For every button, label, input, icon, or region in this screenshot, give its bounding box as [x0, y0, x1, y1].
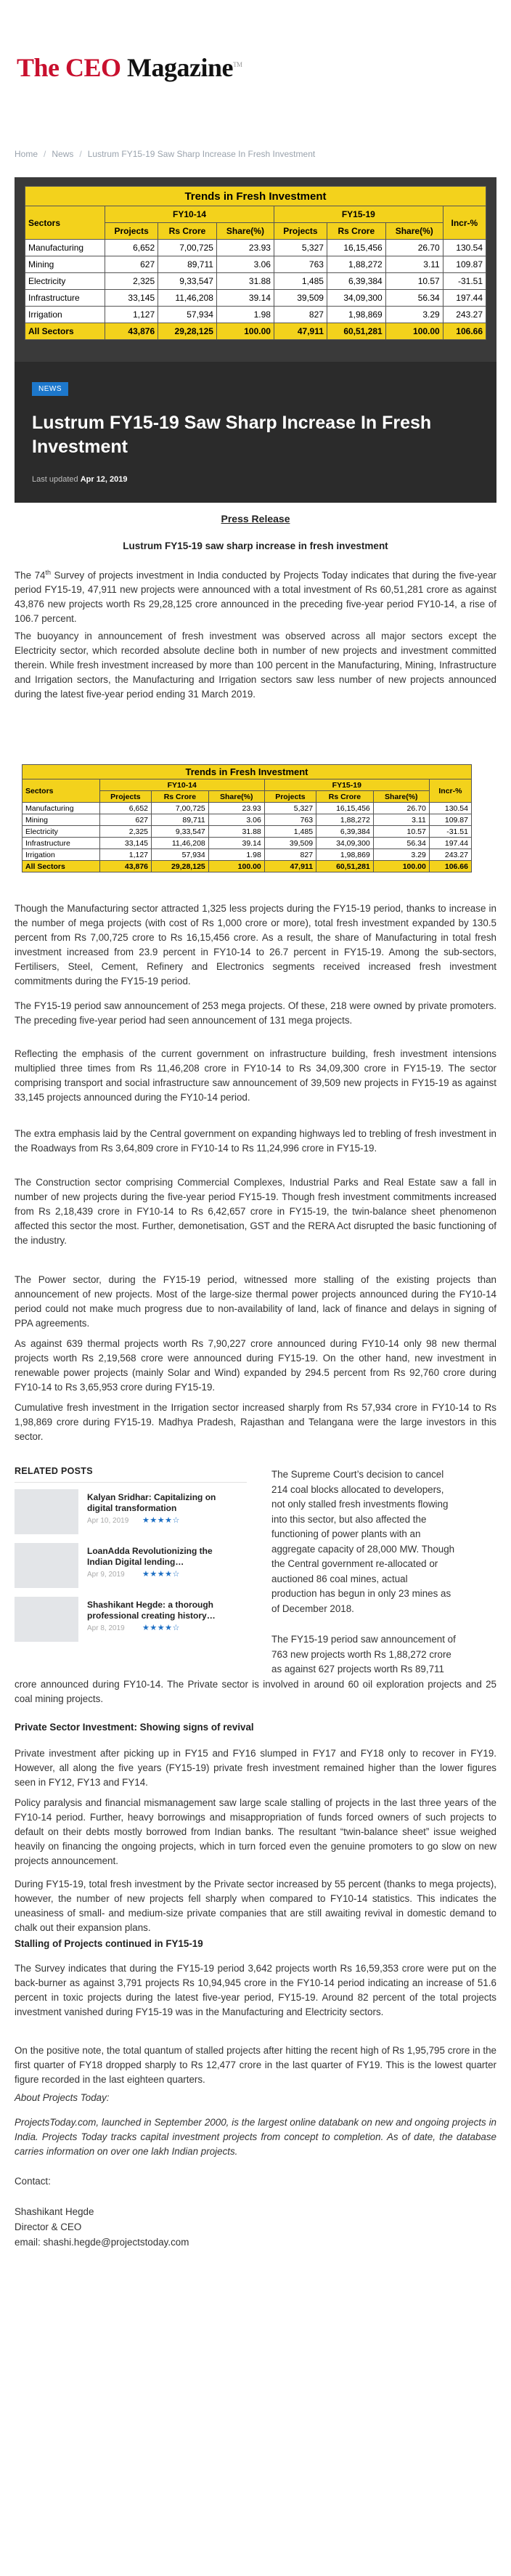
- paragraph: The Construction sector comprising Commercial Complexes, Industrial Parks and Real Estate saw a fall in number of new projects during the five-year period FY15-19. Though fresh investment commitments increased from Rs 2,18,439 crore in FY10-14 to Rs 6,42,657 crore in FY15-19, the twin-balance sheet phenomenon affected this sector the most. Further, demonetisation, GST and the RERA Act disrupted the basic functioning of the industry.: [15, 1177, 496, 1246]
- related-post-date: Apr 8, 2019: [87, 1624, 125, 1632]
- table-row: [25, 290, 486, 307]
- value-cell: 100.00: [373, 861, 429, 872]
- date-value: Apr 12, 2019: [80, 475, 128, 484]
- paragraph: During FY15-19, total fresh investment by the Private sector increased by 55 percent (thanks to mega projects), however, the number of new projects fell sharply when compared to FY10-14 statistics. This indicates the uneasiness of small- and medium-size private companies that are still awaiting revival in domestic demand to chalk out their expansion plans.: [15, 1879, 496, 1933]
- column-header: Projects: [99, 791, 151, 803]
- value-cell: 1,88,272: [327, 256, 385, 273]
- table-row: [23, 814, 472, 826]
- value-cell: 1,98,869: [327, 307, 385, 323]
- value-cell: 243.27: [443, 307, 486, 323]
- value-cell: 89,711: [152, 814, 209, 826]
- value-cell: 6,39,384: [316, 826, 374, 838]
- value-cell: 39,509: [274, 290, 327, 307]
- value-cell: 34,09,300: [327, 290, 385, 307]
- value-cell: 3.06: [208, 814, 264, 826]
- column-header: Rs Crore: [327, 223, 385, 240]
- related-post[interactable]: [15, 1597, 247, 1642]
- article-date: [32, 475, 128, 484]
- value-cell: 39.14: [208, 838, 264, 849]
- value-cell: 3.29: [373, 849, 429, 861]
- column-group-header: FY15-19: [274, 206, 443, 223]
- article-title: Lustrum FY15-19 Saw Sharp Increase In Fresh Investment: [32, 413, 432, 457]
- value-cell: 11,46,208: [152, 838, 209, 849]
- paragraph: The Survey indicates that during the FY15-19 period 3,642 projects worth Rs 16,59,353 crore were put on the back-burner as against 3,791 projects Rs 10,94,945 crore in the FY10-14 period indicating an increase of 51.6 percent in toxic projects during the latest five-year period, FY15-19. Around 82 percent of the total projects investment vanished during FY15-19 was in the Manufacturing and Electricity sectors.: [15, 1963, 496, 2017]
- sector-cell: Infrastructure: [23, 838, 100, 849]
- rating-stars-icon: ★★★★☆: [142, 1624, 180, 1632]
- column-header: Projects: [264, 791, 316, 803]
- value-cell: 47,911: [264, 861, 316, 872]
- paragraph-mining: The FY15-19 period saw announcement of 763 new projects worth Rs 1,88,272 crore as against 627 projects worth Rs 89,711: [271, 1634, 456, 1674]
- date-label: Last updated: [32, 475, 78, 484]
- value-cell: 6,39,384: [327, 273, 385, 290]
- value-cell: 57,934: [152, 849, 209, 861]
- value-cell: 43,876: [99, 861, 151, 872]
- column-header-incr: Incr-%: [429, 779, 471, 803]
- value-cell: 34,09,300: [316, 838, 374, 849]
- contact-role: Director & CEO: [15, 2221, 82, 2232]
- value-cell: 106.66: [429, 861, 471, 872]
- logo-trademark: TM: [233, 61, 242, 68]
- logo-word-the: The: [17, 53, 66, 82]
- value-cell: 43,876: [105, 323, 158, 340]
- value-cell: 9,33,547: [152, 826, 209, 838]
- value-cell: 2,325: [99, 826, 151, 838]
- value-cell: 26.70: [385, 240, 443, 256]
- value-cell: 57,934: [158, 307, 217, 323]
- article-hero: [15, 177, 496, 503]
- value-cell: 106.66: [443, 323, 486, 340]
- paragraph: The buoyancy in announcement of fresh investment was observed across all major sectors except the Electricity sector, which recorded absolute decline both in number of new projects and investment committed therein. While fresh investment increased by more than 100 percent in the Manufacturing, Mining, Infrastructure and Irrigation sectors, the Manufacturing and Irrigation sectors saw less number of new projects announced during the latest five-year period ending 31 March 2019.: [15, 631, 496, 700]
- related-post-title[interactable]: Kalyan Sridhar: Capitalizing on digital transformation: [87, 1492, 216, 1513]
- value-cell: 1,88,272: [316, 814, 374, 826]
- value-cell: 16,15,456: [316, 803, 374, 814]
- breadcrumb-news[interactable]: News: [52, 149, 74, 159]
- about-text: ProjectsToday.com, launched in September 2000, is the largest online databank on new and ongoing projects in India. Projects Today tracks capital investment projects from concept to completion. As of date, the database carries information on over one lakh Indian projects.: [15, 2117, 496, 2157]
- value-cell: 197.44: [443, 290, 486, 307]
- value-cell: 1,98,869: [316, 849, 374, 861]
- value-cell: 3.11: [385, 256, 443, 273]
- rating-stars-icon: ★★★★☆: [142, 1570, 180, 1579]
- related-post-thumbnail[interactable]: [15, 1597, 78, 1642]
- column-header: Share(%): [373, 791, 429, 803]
- sector-cell: All Sectors: [25, 323, 105, 340]
- related-post-date: Apr 9, 2019: [87, 1571, 125, 1579]
- column-group-header: FY15-19: [264, 779, 429, 791]
- category-badge[interactable]: NEWS: [32, 382, 68, 396]
- table-row: [25, 240, 486, 256]
- paragraph-coal: The Supreme Court’s decision to cancel 214 coal blocks allocated to developers, not only stalled fresh investments flowing into this sector, but also affected the functioning of power plants with an aggregate capacity of 28,000 MW. Though the Central government re-allocated or auctioned 86 coal mines, actual production has begun in only 23 mines as of December 2018.: [271, 1469, 455, 1614]
- value-cell: 109.87: [443, 256, 486, 273]
- table-title-row: [23, 765, 472, 779]
- site-header: [0, 0, 511, 113]
- value-cell: 109.87: [429, 814, 471, 826]
- press-release-label: Press Release: [221, 513, 290, 524]
- value-cell: 1.98: [208, 849, 264, 861]
- value-cell: 5,327: [274, 240, 327, 256]
- sector-cell: Manufacturing: [23, 803, 100, 814]
- breadcrumb-current: Lustrum FY15-19 Saw Sharp Increase In Fresh Investment: [87, 149, 316, 159]
- related-post-thumbnail[interactable]: [15, 1489, 78, 1534]
- column-header: Share(%): [208, 791, 264, 803]
- value-cell: 33,145: [99, 838, 151, 849]
- value-cell: 29,28,125: [152, 861, 209, 872]
- value-cell: 827: [274, 307, 327, 323]
- paragraph: Policy paralysis and financial mismanagement saw large scale stalling of projects in the last three years of the FY10-14 period. Further, heavy borrowings and misappropriation of funds forced owners of such projects to default on their debts mostly borrowed from Indian banks. The resultant “twin-balance sheet” issue weighed heavily on financing the ongoing projects, which in turn forced even the genuine promoters to go slow on new projects announcement.: [15, 1797, 496, 1866]
- value-cell: 26.70: [373, 803, 429, 814]
- column-header: Share(%): [216, 223, 274, 240]
- value-cell: 7,00,725: [158, 240, 217, 256]
- breadcrumb-separator: /: [79, 149, 82, 159]
- value-cell: 33,145: [105, 290, 158, 307]
- value-cell: 130.54: [443, 240, 486, 256]
- value-cell: 89,711: [158, 256, 217, 273]
- value-cell: 100.00: [208, 861, 264, 872]
- value-cell: 3.06: [216, 256, 274, 273]
- body-investment-table: [22, 764, 472, 872]
- related-post-title[interactable]: LoanAdda Revolutionizing the Indian Digital lending…: [87, 1546, 213, 1567]
- value-cell: 39.14: [216, 290, 274, 307]
- paragraph: The 74th Survey of projects investment in India conducted by Projects Today indicates that during the five-year period FY15-19, 47,911 new projects were announced with a total investment of Rs 60,51,281 crore as against 43,876 new projects worth Rs 29,28,125 crore announced in the preceding five-year period FY10-14, a rise of 106.7 percent.: [15, 569, 496, 625]
- value-cell: 60,51,281: [327, 323, 385, 340]
- paragraph: crore announced during FY10-14. The Private sector is involved in around 60 oil exploration projects and 25 coal mining projects.: [15, 1679, 496, 1704]
- breadcrumb-home[interactable]: Home: [15, 149, 38, 159]
- value-cell: 1.98: [216, 307, 274, 323]
- value-cell: -31.51: [429, 826, 471, 838]
- contact-name: Shashikant Hegde: [15, 2206, 94, 2217]
- value-cell: 627: [105, 256, 158, 273]
- value-cell: 763: [274, 256, 327, 273]
- paragraph: Though the Manufacturing sector attracted 1,325 less projects during the FY15-19 period, thanks to increase in the number of mega projects (with cost of Rs 1,000 crore or more), total fresh investment expanded by 130.5 percent from Rs 7,00,725 crore to Rs 16,15,456 crore. As a result, the share of Manufacturing in total fresh investment increased from 23.9 percent in FY10-14 to 26.7 percent in FY15-19. Among the sub-sectors, Fertilisers, Steel, Cement, Refinery and Electronics segments received increased fresh investment commitments during the FY15-19 period.: [15, 903, 496, 987]
- column-group-header: FY10-14: [105, 206, 274, 223]
- value-cell: 100.00: [216, 323, 274, 340]
- table-row: [25, 273, 486, 290]
- value-cell: -31.51: [443, 273, 486, 290]
- divider: [15, 1482, 247, 1483]
- value-cell: 1,485: [274, 273, 327, 290]
- value-cell: 23.93: [216, 240, 274, 256]
- hero-image: [15, 177, 496, 362]
- paragraph: As against 639 thermal projects worth Rs 7,90,227 crore announced during FY10-14 only 98 new thermal projects worth Rs 2,19,568 crore were announced during FY15-19. On the other hand, new investment in renewable power projects (mainly Solar and Wind) expanded by 294.5 percent from Rs 92,760 crore during FY10-14 to Rs 3,65,953 crore during FY15-19.: [15, 1338, 496, 1393]
- value-cell: 2,325: [105, 273, 158, 290]
- section-heading-stalling: Stalling of Projects continued in FY15-19: [15, 1938, 203, 1949]
- hero-investment-table: [25, 186, 486, 340]
- column-header: Rs Crore: [152, 791, 209, 803]
- table-row: [25, 307, 486, 323]
- related-post-date: Apr 10, 2019: [87, 1517, 129, 1525]
- value-cell: 7,00,725: [152, 803, 209, 814]
- sector-cell: Mining: [23, 814, 100, 826]
- value-cell: 1,127: [99, 849, 151, 861]
- value-cell: 100.00: [385, 323, 443, 340]
- breadcrumb: [0, 142, 511, 169]
- value-cell: 31.88: [216, 273, 274, 290]
- section-heading-private: Private Sector Investment: Showing signs of revival: [15, 1722, 254, 1733]
- value-cell: 16,15,456: [327, 240, 385, 256]
- value-cell: 197.44: [429, 838, 471, 849]
- value-cell: 6,652: [99, 803, 151, 814]
- table-row: [23, 838, 472, 849]
- value-cell: 56.34: [373, 838, 429, 849]
- related-post-title[interactable]: Shashikant Hegde: a thorough professional creating history…: [87, 1600, 216, 1621]
- paragraph: The FY15-19 period saw announcement of 253 mega projects. Of these, 218 were owned by private promoters. The preceding five-year period had seen announcement of 131 mega projects.: [15, 1000, 496, 1026]
- related-posts-heading: RELATED POSTS: [15, 1466, 93, 1476]
- table-total-row: [25, 323, 486, 340]
- value-cell: 56.34: [385, 290, 443, 307]
- value-cell: 10.57: [385, 273, 443, 290]
- value-cell: 6,652: [105, 240, 158, 256]
- value-cell: 31.88: [208, 826, 264, 838]
- value-cell: 1,485: [264, 826, 316, 838]
- breadcrumb-separator: /: [44, 149, 46, 159]
- value-cell: 827: [264, 849, 316, 861]
- value-cell: 627: [99, 814, 151, 826]
- column-header: Projects: [274, 223, 327, 240]
- table-group-header-row: [25, 206, 486, 223]
- table-row: [23, 849, 472, 861]
- paragraph: On the positive note, the total quantum of stalled projects after hitting the recent high of Rs 1,95,795 crore in the first quarter of FY18 dropped sharply to Rs 12,477 crore in the last quarter of FY19. This is the lowest quarter figure recorded in the last eighteen quarters.: [15, 2045, 496, 2085]
- table-title: Trends in Fresh Investment: [23, 765, 472, 779]
- sector-cell: All Sectors: [23, 861, 100, 872]
- table-row: [23, 826, 472, 838]
- logo-word-ceo: CEO: [65, 53, 128, 82]
- table-title: Trends in Fresh Investment: [25, 187, 486, 206]
- value-cell: 130.54: [429, 803, 471, 814]
- logo-word-magazine: Magazine: [127, 53, 233, 82]
- sector-cell: Electricity: [25, 273, 105, 290]
- table-row: [23, 803, 472, 814]
- table-row: [25, 256, 486, 273]
- column-header: Rs Crore: [316, 791, 374, 803]
- column-header-sectors: Sectors: [25, 206, 105, 240]
- column-header: Projects: [105, 223, 158, 240]
- value-cell: 5,327: [264, 803, 316, 814]
- value-cell: 29,28,125: [158, 323, 217, 340]
- contact-label: Contact:: [15, 2176, 51, 2187]
- column-group-header: FY10-14: [99, 779, 264, 791]
- value-cell: 243.27: [429, 849, 471, 861]
- paragraph: Private investment after picking up in FY15 and FY16 slumped in FY17 and FY18 only to recover in FY19. However, all along the five years (FY15-19) private fresh investment remained higher than the lower figures seen in FY12, FY13 and FY14.: [15, 1748, 496, 1788]
- sector-cell: Manufacturing: [25, 240, 105, 256]
- table-title-row: [25, 187, 486, 206]
- paragraph: The extra emphasis laid by the Central government on expanding highways led to trebling of fresh investment in the Roadways from Rs 3,64,809 crore in FY10-14 to Rs 11,24,996 crore in FY15-19.: [15, 1128, 496, 1154]
- site-logo[interactable]: [17, 52, 242, 83]
- press-headline: Lustrum FY15-19 saw sharp increase in fresh investment: [123, 540, 388, 551]
- paragraph: Cumulative fresh investment in the Irrigation sector increased sharply from Rs 57,934 crore in FY10-14 to Rs 1,98,869 crore during FY15-19. Madhya Pradesh, Rajasthan and Telangana were the large investors in this sector.: [15, 1402, 496, 1442]
- sector-cell: Mining: [25, 256, 105, 273]
- column-header-incr: Incr-%: [443, 206, 486, 240]
- sector-cell: Irrigation: [23, 849, 100, 861]
- value-cell: 9,33,547: [158, 273, 217, 290]
- value-cell: 47,911: [274, 323, 327, 340]
- value-cell: 10.57: [373, 826, 429, 838]
- value-cell: 39,509: [264, 838, 316, 849]
- sector-cell: Irrigation: [25, 307, 105, 323]
- sector-cell: Electricity: [23, 826, 100, 838]
- value-cell: 3.29: [385, 307, 443, 323]
- value-cell: 11,46,208: [158, 290, 217, 307]
- rating-stars-icon: ★★★★☆: [142, 1516, 180, 1525]
- value-cell: 60,51,281: [316, 861, 374, 872]
- table-group-header-row: [23, 779, 472, 791]
- table-total-row: [23, 861, 472, 872]
- paragraph: Reflecting the emphasis of the current government on infrastructure building, fresh investment intensions multiplied three times from Rs 11,46,208 crore in FY10-14 to Rs 34,09,300 crore in FY15-19. The sector comprising transport and social infrastructure saw announcement of 39,509 new projects in FY15-19 as against 33,145 projects announced during the FY10-14 period.: [15, 1048, 496, 1103]
- column-header: Rs Crore: [158, 223, 217, 240]
- column-header: Share(%): [385, 223, 443, 240]
- column-header-sectors: Sectors: [23, 779, 100, 803]
- related-post[interactable]: [15, 1543, 247, 1588]
- related-post[interactable]: [15, 1489, 247, 1534]
- contact-email[interactable]: email: shashi.hegde@projectstoday.com: [15, 2237, 189, 2248]
- related-post-thumbnail[interactable]: [15, 1543, 78, 1588]
- value-cell: 1,127: [105, 307, 158, 323]
- sector-cell: Infrastructure: [25, 290, 105, 307]
- value-cell: 3.11: [373, 814, 429, 826]
- value-cell: 763: [264, 814, 316, 826]
- about-heading: About Projects Today:: [15, 2092, 110, 2103]
- paragraph: The Power sector, during the FY15-19 period, witnessed more stalling of the existing projects than announcement of new projects. Most of the large-size thermal power projects announced during the FY10-14 period could not make much progress due to non-availability of land, lack of finance and delays in signing of PPA agreements.: [15, 1274, 496, 1329]
- value-cell: 23.93: [208, 803, 264, 814]
